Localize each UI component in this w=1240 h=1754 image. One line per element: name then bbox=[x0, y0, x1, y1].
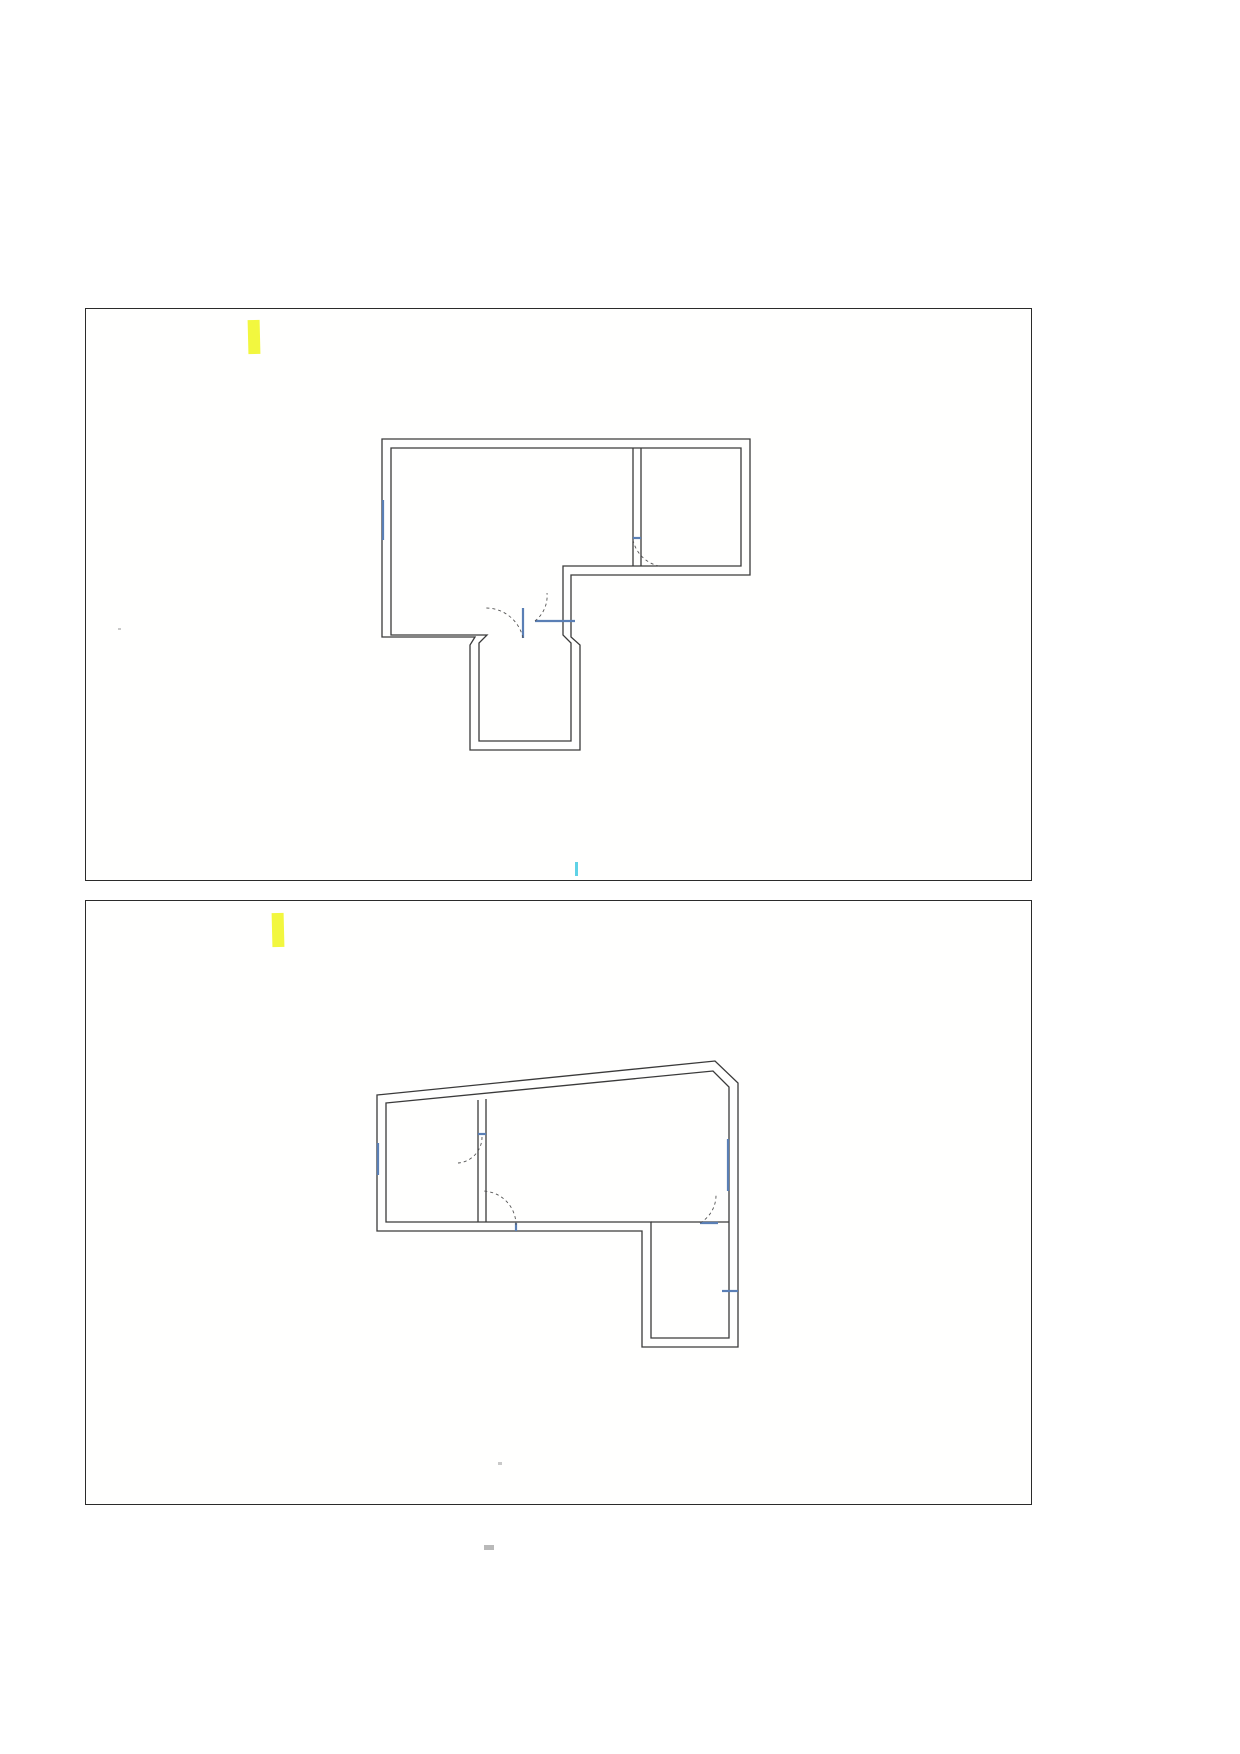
title-text-before bbox=[278, 915, 279, 944]
handwritten-title-first-floor-left bbox=[272, 915, 285, 944]
handwritten-title-first-floor-right bbox=[248, 322, 261, 351]
title-text-after bbox=[254, 322, 255, 351]
scan-artifact bbox=[498, 1462, 502, 1465]
title-text-after bbox=[278, 915, 279, 944]
floor-plan-drawing-first-floor-left bbox=[370, 1055, 760, 1355]
scan-artifact bbox=[575, 862, 578, 876]
scan-artifact bbox=[118, 628, 121, 630]
title-text-before bbox=[254, 322, 255, 351]
scan-artifact bbox=[484, 1545, 494, 1550]
floor-plan-drawing-first-floor-right bbox=[375, 432, 765, 762]
